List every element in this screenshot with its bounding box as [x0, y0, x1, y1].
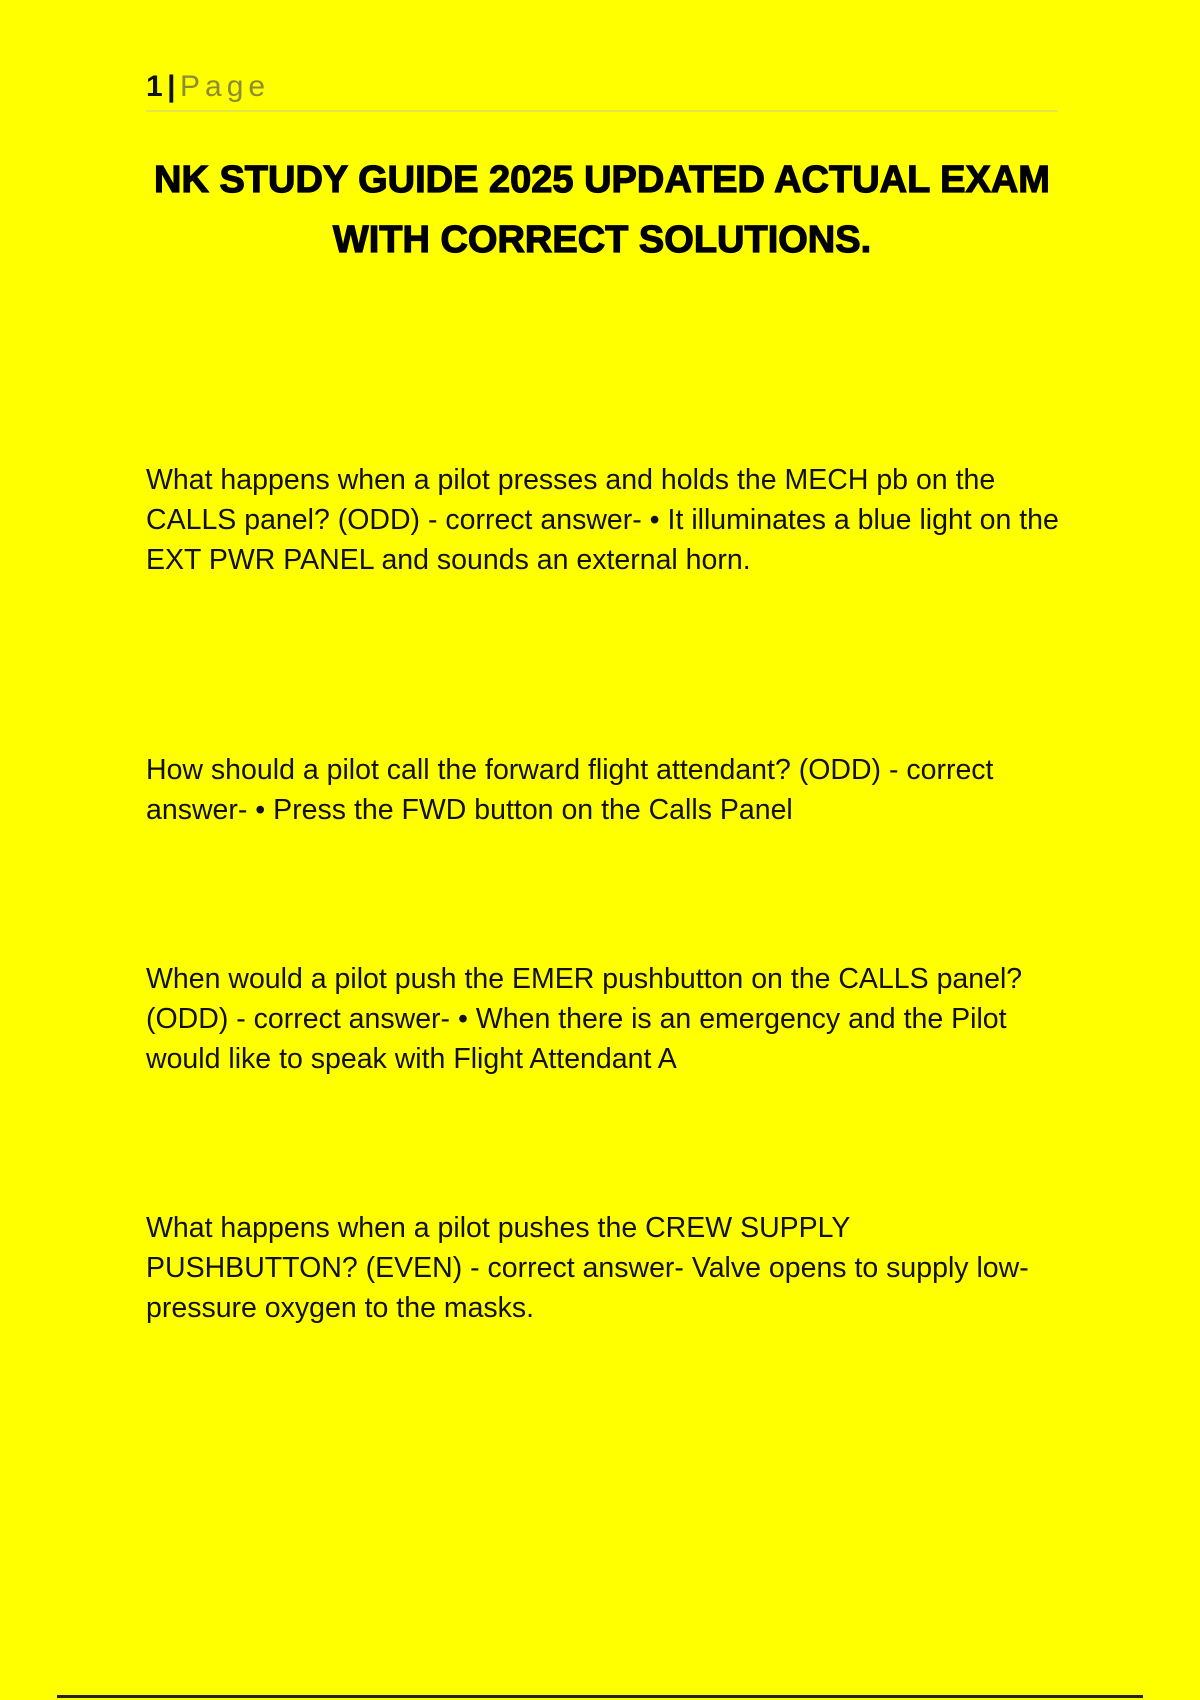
- question-answer-1: What happens when a pilot presses and holds the MECH pb on the CALLS panel? (ODD) - correct answer- • It illuminates a blue light on the EXT PWR PANEL and sounds an external horn.: [146, 464, 1059, 576]
- footer-divider: [57, 1695, 1143, 1698]
- page-separator: |: [167, 70, 176, 103]
- page-label: Page: [180, 70, 271, 103]
- document-title: NK STUDY GUIDE 2025 UPDATED ACTUAL EXAM WITH CORRECT SOLUTIONS.: [154, 159, 1050, 261]
- page-number: 1: [146, 70, 163, 103]
- question-answer-4: What happens when a pilot pushes the CREW SUPPLY PUSHBUTTON? (EVEN) - correct answer- Valve opens to supply low-pressure oxygen to the masks.: [146, 1212, 1029, 1324]
- question-answer-2: How should a pilot call the forward flight attendant? (ODD) - correct answer- • Press the FWD button on the Calls Panel: [146, 754, 994, 826]
- question-answer-3: When would a pilot push the EMER pushbutton on the CALLS panel? (ODD) - correct answer- • When there is an emergency and the Pilot would like to speak with Flight Attendant A: [146, 963, 1023, 1075]
- page-header: [146, 70, 1058, 112]
